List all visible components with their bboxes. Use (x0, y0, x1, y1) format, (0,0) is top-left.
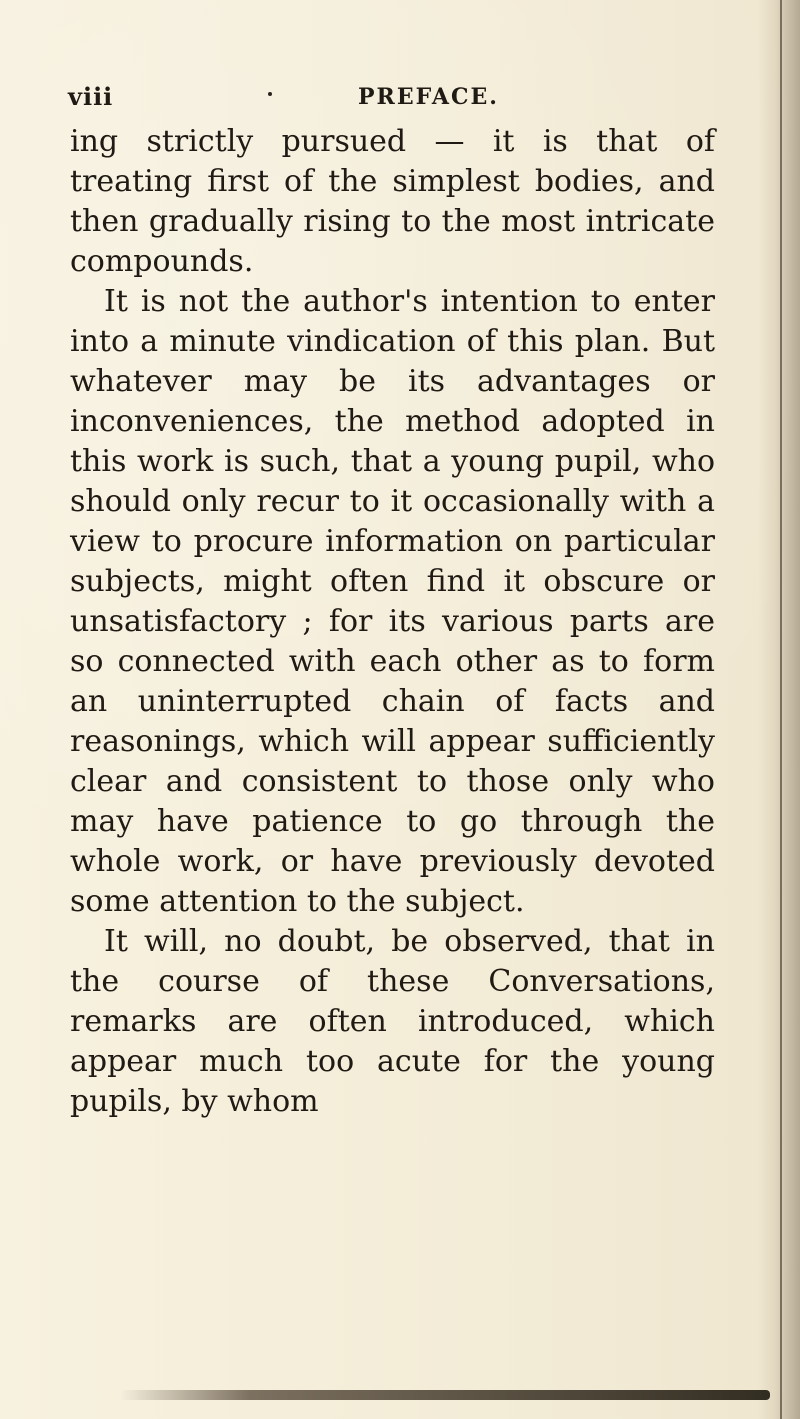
header-dot (268, 92, 272, 96)
body-text (70, 122, 715, 1122)
page-number: viii (68, 82, 114, 111)
paragraph-continuation: ing strictly pursued — it is that of treating first of the simplest bodies, and then gradually rising to the most intricate compounds. (70, 124, 715, 279)
running-head: PREFACE. (358, 84, 499, 110)
page-header (68, 82, 708, 116)
paragraph-remarks: It will, no doubt, be observed, that in the course of these Conversations, remarks are often introduced, which appear much too acute for the young pupils, by whom (70, 924, 715, 1119)
page-edge-line (780, 0, 782, 1419)
page-gutter-shadow (758, 0, 800, 1419)
paragraph-author-intention: It is not the author's intention to enter into a minute vindication of this plan. But whatever may be its advantages or inconveniences, the method adopted in this work is such, that a young pupil, who should only recur to it occasionally with a view to procure information on particular subjects, might often find it obscure or unsatisfactory ; for its various parts are so connected with each other as to form an uninterrupted chain of facts and reasonings, which will appear sufficiently clear and consistent to those only who may have patience to go through the whole work, or have previously devoted some attention to the subject. (70, 284, 715, 919)
bottom-edge-shadow (120, 1390, 770, 1400)
